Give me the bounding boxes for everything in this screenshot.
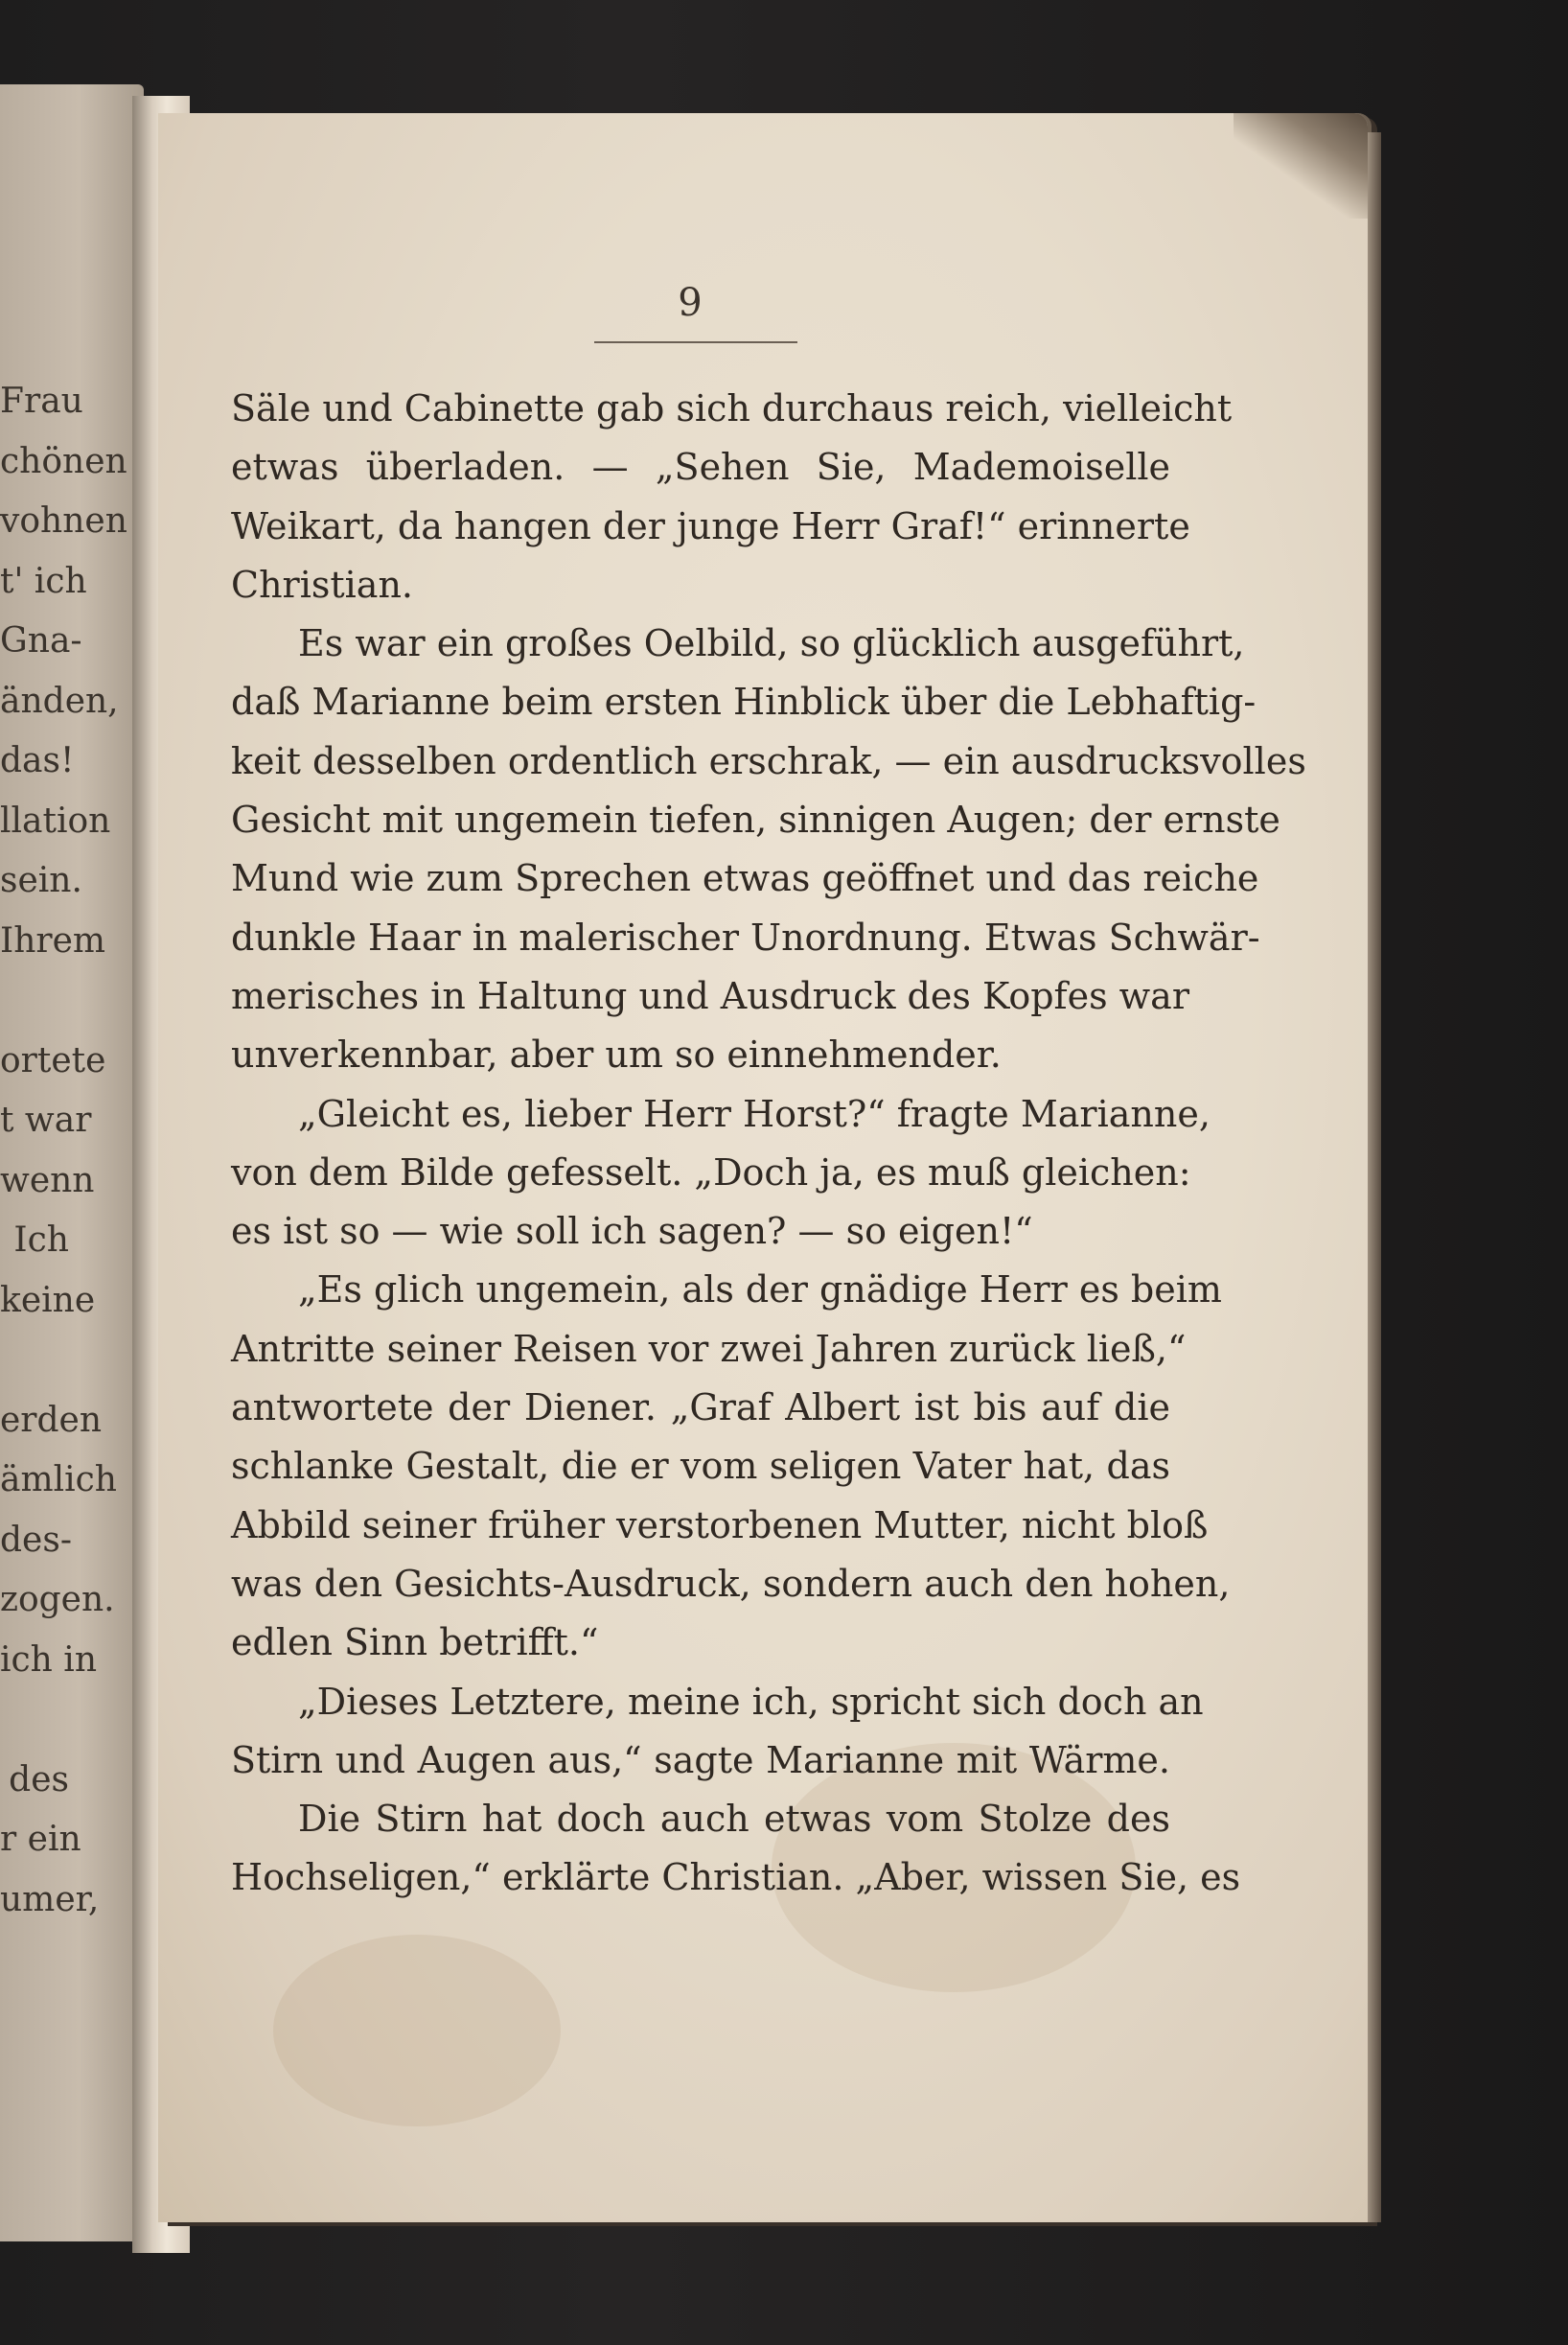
text-line: „Es glich ungemein, als der gnädige Herr es beim [298, 1268, 1222, 1312]
previous-page-line: Ihrem [0, 920, 106, 961]
text-line: „Dieses Letztere, meine ich, spricht sich doch an [298, 1680, 1204, 1723]
previous-page-line: t' ich [0, 561, 87, 601]
previous-page-line: t war [0, 1101, 92, 1140]
previous-page-line: änden, [0, 681, 119, 721]
text-line: Es war ein großes Oelbild, so glücklich ausgeführt, [298, 622, 1245, 665]
previous-page-line: wenn [0, 1160, 95, 1200]
previous-page-line [0, 1690, 144, 1751]
previous-page-line: keine [0, 1280, 96, 1320]
previous-page-text [0, 372, 144, 1930]
text-line: Gesicht mit ungemein tiefen, sinnigen Augen; der ernste [231, 799, 1280, 842]
previous-page-line: vohnen [0, 501, 127, 541]
text-line: schlanke Gestalt, die er vom seligen Vater hat, das [231, 1445, 1170, 1488]
header-rule [594, 341, 797, 343]
body-text [231, 380, 1306, 1908]
text-line: Die Stirn hat doch auch etwas vom Stolze des [298, 1798, 1170, 1841]
text-line: edlen Sinn betrifft.“ [231, 1621, 599, 1664]
text-line: keit desselben ordentlich erschrak, — ein ausdrucksvolles [231, 739, 1306, 782]
previous-page-line: umer, [0, 1879, 100, 1919]
text-line: was den Gesichts-Ausdruck, sondern auch den hohen, [231, 1562, 1231, 1605]
worn-corner [1234, 113, 1368, 219]
text-line: daß Marianne beim ersten Hinblick über die Lebhaftig- [231, 681, 1257, 724]
previous-page-line: zogen. [0, 1580, 115, 1619]
previous-page-line: ortete [0, 1040, 106, 1080]
previous-page-line: ämlich [0, 1460, 117, 1499]
previous-page-line: llation [0, 801, 111, 841]
paper-stain [273, 1935, 561, 2126]
previous-page-line: Gna- [0, 621, 82, 661]
text-line: Abbild seiner früher verstorbenen Mutter, nicht bloß [231, 1503, 1209, 1546]
book-page [158, 113, 1368, 2222]
text-line: antwortete der Diener. „Graf Albert ist bis auf die [231, 1386, 1170, 1429]
previous-page-line: Ich [13, 1220, 69, 1260]
previous-page-line: ich in [0, 1639, 98, 1680]
text-line: Hochseligen,“ erklärte Christian. „Aber, wissen Sie, es [231, 1856, 1241, 1899]
text-line: Antritte seiner Reisen vor zwei Jahren zurück ließ,“ [231, 1327, 1187, 1370]
previous-page-line: erden [0, 1400, 103, 1440]
previous-page-strip [0, 84, 144, 2241]
text-line: es ist so — wie soll ich sagen? — so eigen!“ [231, 1210, 1033, 1253]
previous-page-line [0, 971, 144, 1032]
text-line: Mund wie zum Sprechen etwas geöffnet und das reiche [231, 857, 1259, 900]
text-line: Säle und Cabinette gab sich durchaus reich, vielleicht [231, 387, 1233, 430]
page-number: 9 [678, 281, 703, 325]
text-line: dunkle Haar in malerischer Unordnung. Etwas Schwär- [231, 916, 1260, 959]
page-edge [1368, 132, 1381, 2222]
previous-page-line: des- [0, 1520, 72, 1560]
text-line: „Gleicht es, lieber Herr Horst?“ fragte Marianne, [298, 1092, 1211, 1135]
text-line: Christian. [231, 563, 413, 606]
previous-page-line: r ein [0, 1820, 81, 1859]
text-line: von dem Bilde gefesselt. „Doch ja, es muß gleichen: [231, 1150, 1191, 1194]
previous-page-line: chönen [0, 441, 127, 481]
previous-page-line [0, 1331, 144, 1391]
text-line: Weikart, da hangen der junge Herr Graf!“ erinnerte [231, 504, 1190, 547]
previous-page-line: Frau [0, 382, 83, 421]
previous-page-line: des [9, 1759, 69, 1799]
text-line: unverkennbar, aber um so einnehmender. [231, 1033, 1002, 1077]
text-line: Stirn und Augen aus,“ sagte Marianne mit Wärme. [231, 1738, 1170, 1781]
previous-page-line: sein. [0, 861, 82, 900]
text-line: merisches in Haltung und Ausdruck des Kopfes war [231, 974, 1190, 1017]
previous-page-line: das! [0, 741, 75, 780]
text-line: etwas überladen. — „Sehen Sie, Mademoiselle [231, 446, 1170, 489]
